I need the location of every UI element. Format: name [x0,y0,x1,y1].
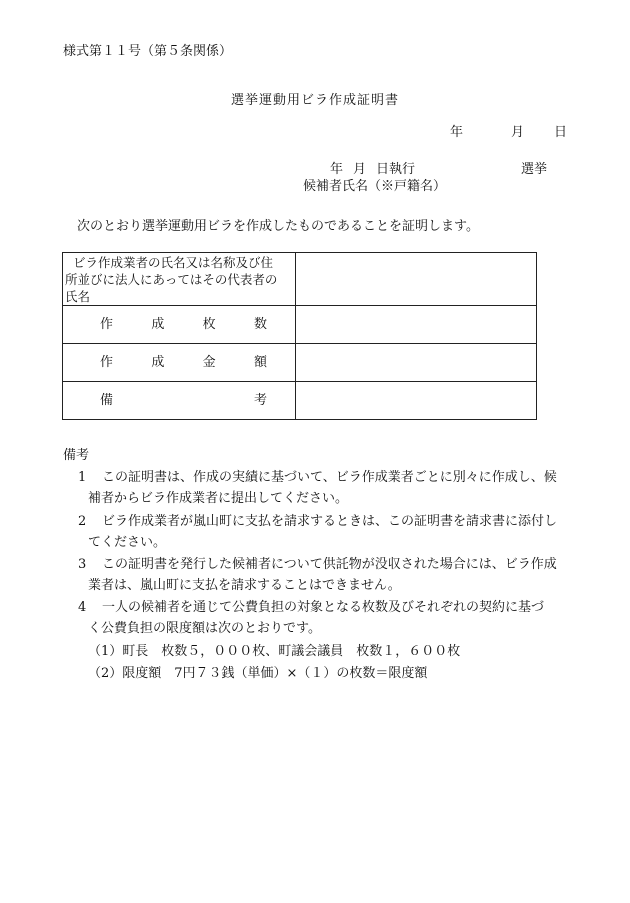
election-label: 選挙 [521,162,548,177]
note-text-line2: く公費負担の限度額は次のとおりです。 [88,621,321,636]
table-row-remarks [63,382,537,420]
date-year-label: 年 [449,125,463,140]
note-sub-item-quantity: （1）町長 枚数５，０００枚、町議会議員 枚数１，６００枚 [88,644,461,659]
quantity-label-char: 数 [253,317,267,332]
table-row-quantity [63,306,537,344]
quantity-label-char: 成 [151,317,165,332]
amount-label-cell [63,344,296,382]
note-text-line2: 業者は、嵐山町に支払を請求することはできません。 [88,578,401,593]
election-year-label: 年 [330,162,344,177]
note-text-line1: ビラ作成業者が嵐山町に支払を請求するときは、この証明書を請求書に添付し [102,514,558,529]
remarks-label-char: 考 [253,393,267,408]
amount-value-cell[interactable] [296,344,537,382]
date-day-label: 日 [553,125,567,140]
note-number: 4 [78,600,87,615]
quantity-label-cell [63,306,296,344]
producer-label-line2: 所並びに法人にあってはその代表者の [65,271,278,287]
amount-label-char: 作 [100,355,114,370]
producer-label-line1: ビラ作成業者の氏名又は名称及び住 [73,254,274,270]
election-line [330,163,547,176]
note-text-line2: てください。 [88,535,167,550]
amount-label-char: 金 [202,355,216,370]
table-row-producer [63,253,537,306]
notes-heading: 備考 [63,448,90,463]
page-title: 選挙運動用ビラ作成証明書 [230,93,399,108]
note-text-line1: この証明書を発行した候補者について供託物が没収された場合には、ビラ作成 [102,557,557,572]
note-number: 1 [78,470,87,485]
remarks-value-cell[interactable] [296,382,537,420]
candidate-name-label: 候補者氏名（※戸籍名） [303,179,447,194]
date-month-label: 月 [510,125,524,140]
remarks-label-char: 備 [100,393,114,408]
quantity-label-char: 作 [100,317,114,332]
note-item [78,467,578,509]
note-sub-item-limit: （2）限度額 7円７３銭（単価）×（１）の枚数＝限度額 [88,666,428,681]
note-text-line1: この証明書は、作成の実績に基づいて、ビラ作成業者ごとに別々に作成し、候 [102,470,557,485]
note-item [78,597,578,639]
amount-label-char: 額 [253,355,267,370]
amount-label-char: 成 [151,355,165,370]
quantity-label-char: 枚 [202,317,216,332]
election-month-label: 月 [353,162,367,177]
producer-label-line3: 氏名 [65,288,91,304]
producer-label-cell [63,253,296,306]
table-row-amount [63,344,537,382]
note-item [78,511,578,553]
note-text-line2: 補者からビラ作成業者に提出してください。 [88,491,349,506]
remarks-label-cell [63,382,296,420]
note-item [78,554,578,596]
certification-statement: 次のとおり選挙運動用ビラを作成したものであることを証明します。 [77,219,479,234]
quantity-value-cell[interactable] [296,306,537,344]
note-number: 3 [78,557,87,572]
election-day-held-label: 日執行 [376,162,416,177]
certification-table [62,252,537,420]
note-text-line1: 一人の候補者を通じて公費負担の対象となる枚数及びそれぞれの契約に基づ [102,600,545,615]
producer-value-cell[interactable] [296,253,537,306]
form-number: 様式第１１号（第５条関係） [63,44,233,59]
date-line [450,126,567,139]
note-number: 2 [78,514,87,529]
